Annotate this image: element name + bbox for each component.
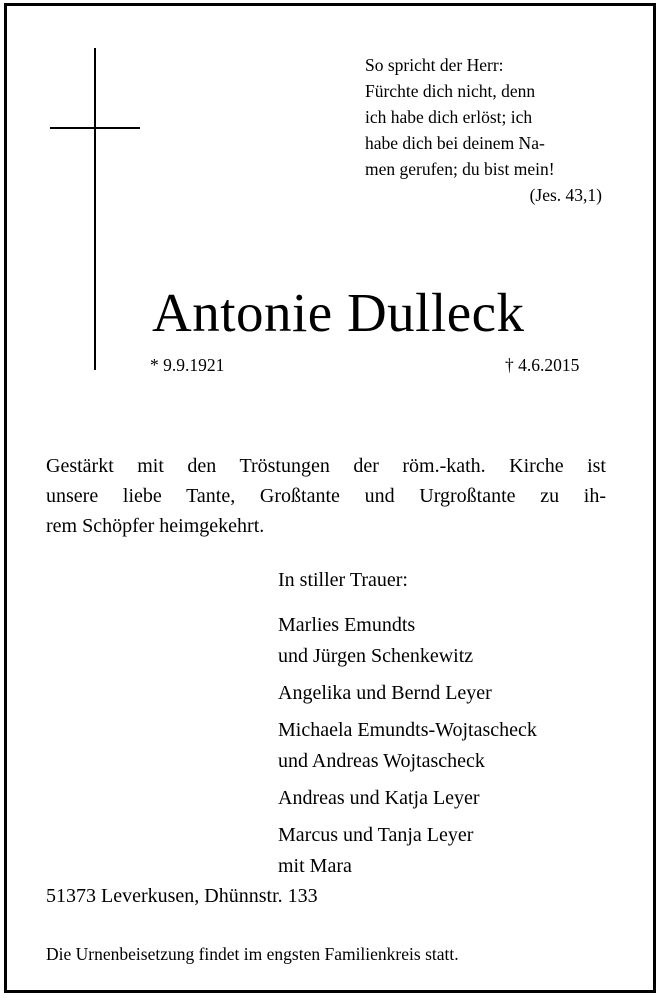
mourner-name: mit Mara — [278, 855, 352, 877]
mourner-group — [278, 610, 608, 672]
verse-line: Fürchte dich nicht, denn — [365, 81, 536, 101]
verse-reference: (Jes. 43,1) — [529, 185, 602, 205]
birth-date: * 9.9.1921 — [150, 355, 225, 375]
verse-line: men gerufen; du bist mein! — [365, 159, 555, 179]
verse-line: So spricht der Herr: — [365, 55, 504, 75]
intro-line: Gestärkt mit den Tröstungen der röm.-kath. Kirche ist — [46, 455, 606, 477]
address: 51373 Leverkusen, Dhünnstr. 133 — [46, 885, 318, 907]
death-date: † 4.6.2015 — [505, 355, 580, 375]
mourners-section — [278, 565, 608, 888]
mourner-name: und Andreas Wojtascheck — [278, 750, 485, 772]
mourner-name: und Jürgen Schenkewitz — [278, 645, 474, 667]
mourner-name: Marcus und Tanja Leyer — [278, 824, 474, 846]
mourner-name: Marlies Emundts — [278, 614, 416, 636]
mourner-group — [278, 715, 608, 777]
mourner-name: Angelika und Bernd Leyer — [278, 682, 492, 704]
burial-note: Die Urnenbeisetzung findet im engsten Familienkreis statt. — [46, 944, 459, 964]
bible-verse — [365, 52, 605, 208]
mourner-group — [278, 820, 608, 882]
cross-horizontal-bar — [50, 127, 140, 129]
intro-line: unsere liebe Tante, Großtante und Urgroßtante zu ih- — [46, 485, 606, 507]
verse-line: habe dich bei deinem Na- — [365, 133, 545, 153]
intro-text — [46, 451, 606, 541]
deceased-name: Antonie Dulleck — [152, 282, 525, 343]
mourner-name: Michaela Emundts-Wojtascheck — [278, 719, 537, 741]
verse-line: ich habe dich erlöst; ich — [365, 107, 533, 127]
mourning-heading: In stiller Trauer: — [278, 569, 408, 591]
mourner-name: Andreas und Katja Leyer — [278, 787, 480, 809]
intro-line: rem Schöpfer heimgekehrt. — [46, 515, 265, 537]
mourner-group — [278, 783, 608, 814]
cross-vertical-bar — [94, 48, 96, 370]
mourner-group — [278, 678, 608, 709]
